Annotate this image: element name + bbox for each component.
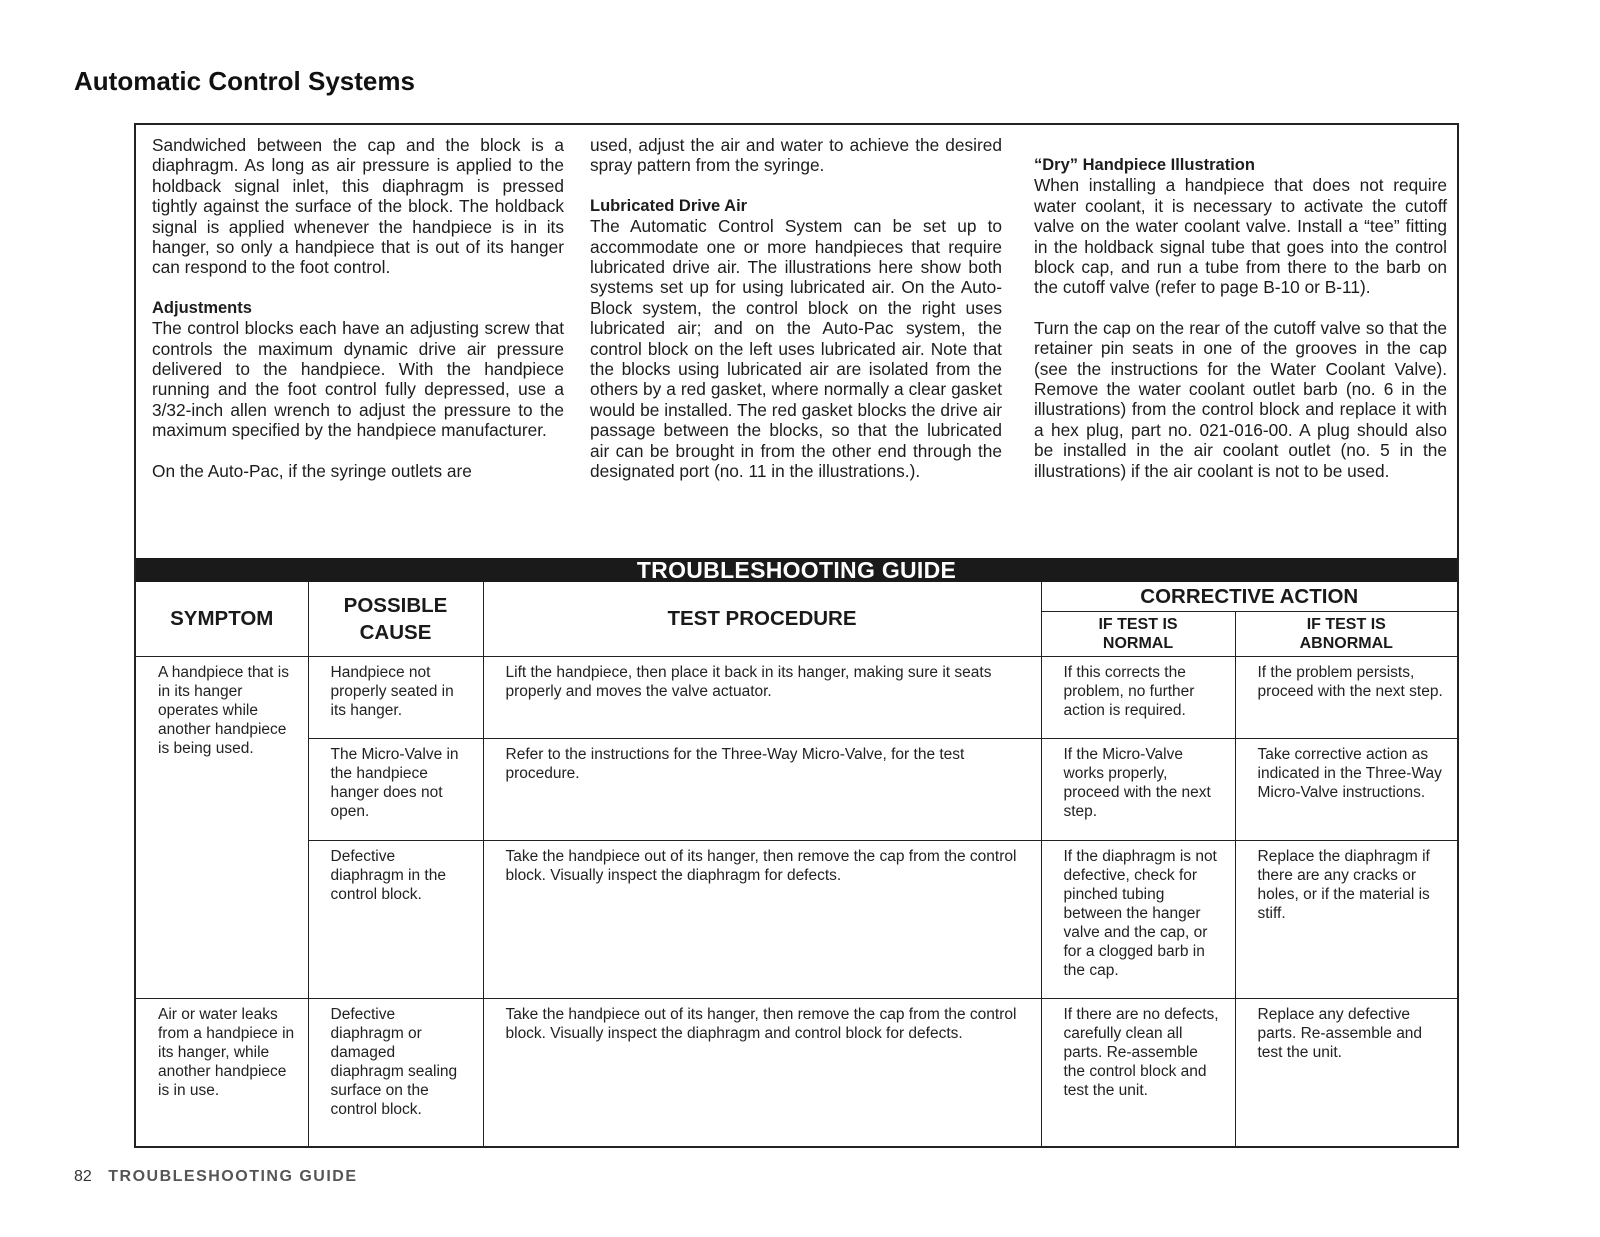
content-frame [134, 123, 1459, 1148]
header-if-abnormal: IF TEST IS ABNORMAL [1235, 611, 1457, 656]
header-symptom: SYMPTOM [136, 582, 308, 656]
footer-section-label: TROUBLESHOOTING GUIDE [108, 1168, 358, 1185]
paragraph-spray: used, adjust the air and water to achieve the desired spray pattern from the syringe. [590, 135, 1002, 176]
abnormal-cell: Replace the diaphragm if there are any cracks or holes, or if the material is stiff. [1235, 840, 1457, 998]
heading-dry-handpiece: “Dry” Handpiece Illustration [1034, 156, 1255, 174]
table-row [136, 738, 1457, 840]
page-number: 82 [74, 1168, 92, 1185]
normal-cell: If the diaphragm is not defective, check for pinched tubing between the hanger valve and the cap, or for a clogged barb in the cap. [1041, 840, 1235, 998]
paragraph-diaphragm: Sandwiched between the cap and the block is a diaphragm. As long as air pressure is applied to the holdback signal inlet, this diaphragm is pressed tightly against the surface of the block. The holdback signal is applied whenever the handpiece is in its hanger, so only a handpiece that is out of its hanger can respond to the foot control. [152, 135, 564, 278]
header-if-normal: IF TEST IS NORMAL [1041, 611, 1235, 656]
cause-cell: Defective diaphragm or damaged diaphragm sealing surface on the control block. [308, 998, 483, 1146]
troubleshooting-guide-banner: TROUBLESHOOTING GUIDE [136, 558, 1457, 582]
troubleshooting-table [136, 582, 1457, 1146]
paragraph-adjustments: The control blocks each have an adjusting screw that controls the maximum dynamic drive air pressure delivered to the handpiece. With the handpiece running and the foot control fully depressed, use a 3/32-inch allen wrench to adjust the pressure to the maximum specified by the handpiece manufacturer. [152, 318, 564, 441]
cause-cell: Handpiece not properly seated in its hanger. [308, 656, 483, 738]
test-cell: Take the handpiece out of its hanger, then remove the cap from the control block. Visually inspect the diaphragm for defects. [483, 840, 1041, 998]
text-column-3 [1034, 135, 1447, 481]
paragraph-dry-handpiece: When installing a handpiece that does not require water coolant, it is necessary to activate the cutoff valve on the water coolant valve. Install a “tee” fitting in the holdback signal tube that goes into the control block cap, and run a tube from there to the barb on the cutoff valve (refer to page B-10 or B-11). [1034, 175, 1447, 298]
test-cell: Lift the handpiece, then place it back in its hanger, making sure it seats properly and moves the valve actuator. [483, 656, 1041, 738]
page-title: Automatic Control Systems [74, 66, 415, 96]
header-test-procedure: TEST PROCEDURE [483, 582, 1041, 656]
heading-adjustments: Adjustments [152, 298, 252, 317]
text-columns [136, 125, 1457, 555]
text-column-2 [590, 135, 1002, 482]
symptom-cell: Air or water leaks from a handpiece in its hanger, while another handpiece is in use. [136, 998, 308, 1146]
test-cell: Take the handpiece out of its hanger, then remove the cap from the control block. Visually inspect the diaphragm and control block for defects. [483, 998, 1041, 1146]
table-row [136, 656, 1457, 738]
normal-cell: If there are no defects, carefully clean all parts. Re-assemble the control block and test the unit. [1041, 998, 1235, 1146]
symptom-cell: A handpiece that is in its hanger operates while another handpiece is being used. [136, 656, 308, 998]
abnormal-cell: Replace any defective parts. Re-assemble and test the unit. [1235, 998, 1457, 1146]
cause-cell: Defective diaphragm in the control block. [308, 840, 483, 998]
page-footer [74, 1168, 358, 1186]
header-possible-cause: POSSIBLE CAUSE [308, 582, 483, 656]
normal-cell: If the Micro-Valve works properly, proceed with the next step. [1041, 738, 1235, 840]
paragraph-auto-pac: On the Auto-Pac, if the syringe outlets are [152, 460, 472, 481]
paragraph-cutoff-valve: Turn the cap on the rear of the cutoff valve so that the retainer pin seats in one of the grooves in the cap (see the instructions for the Water Coolant Valve). Remove the water coolant outlet barb (no. 6 in the illustrations) from the control block and replace it with a hex plug, part no. 021-016-00. A plug should also be installed in the air coolant outlet (no. 5 in the illustrations) if the air coolant is not to be used. [1034, 317, 1447, 481]
table-row [136, 840, 1457, 998]
test-cell: Refer to the instructions for the Three-Way Micro-Valve, for the test procedure. [483, 738, 1041, 840]
normal-cell: If this corrects the problem, no further action is required. [1041, 656, 1235, 738]
text-column-1 [152, 135, 564, 481]
header-corrective-action: CORRECTIVE ACTION [1041, 582, 1457, 611]
abnormal-cell: If the problem persists, proceed with the next step. [1235, 656, 1457, 738]
heading-lubricated-drive-air: Lubricated Drive Air [590, 196, 748, 215]
paragraph-lubricated-drive-air: The Automatic Control System can be set up to accommodate one or more handpieces that require lubricated drive air. The illustrations here show both systems set up for using lubricated air. On the Auto-Block system, the control block on the right uses lubricated air; and on the Auto-Pac system, the control block on the left uses lubricated air. Note that the blocks using lubricated air are isolated from the others by a red gasket, where normally a clear gasket would be installed. The red gasket blocks the drive air passage between the blocks, so that the lubricated air can be brought in from the other end through the designated port (no. 11 in the illustrations.). [590, 216, 1002, 482]
table-row [136, 998, 1457, 1146]
abnormal-cell: Take corrective action as indicated in the Three-Way Micro-Valve instructions. [1235, 738, 1457, 840]
cause-cell: The Micro-Valve in the handpiece hanger does not open. [308, 738, 483, 840]
